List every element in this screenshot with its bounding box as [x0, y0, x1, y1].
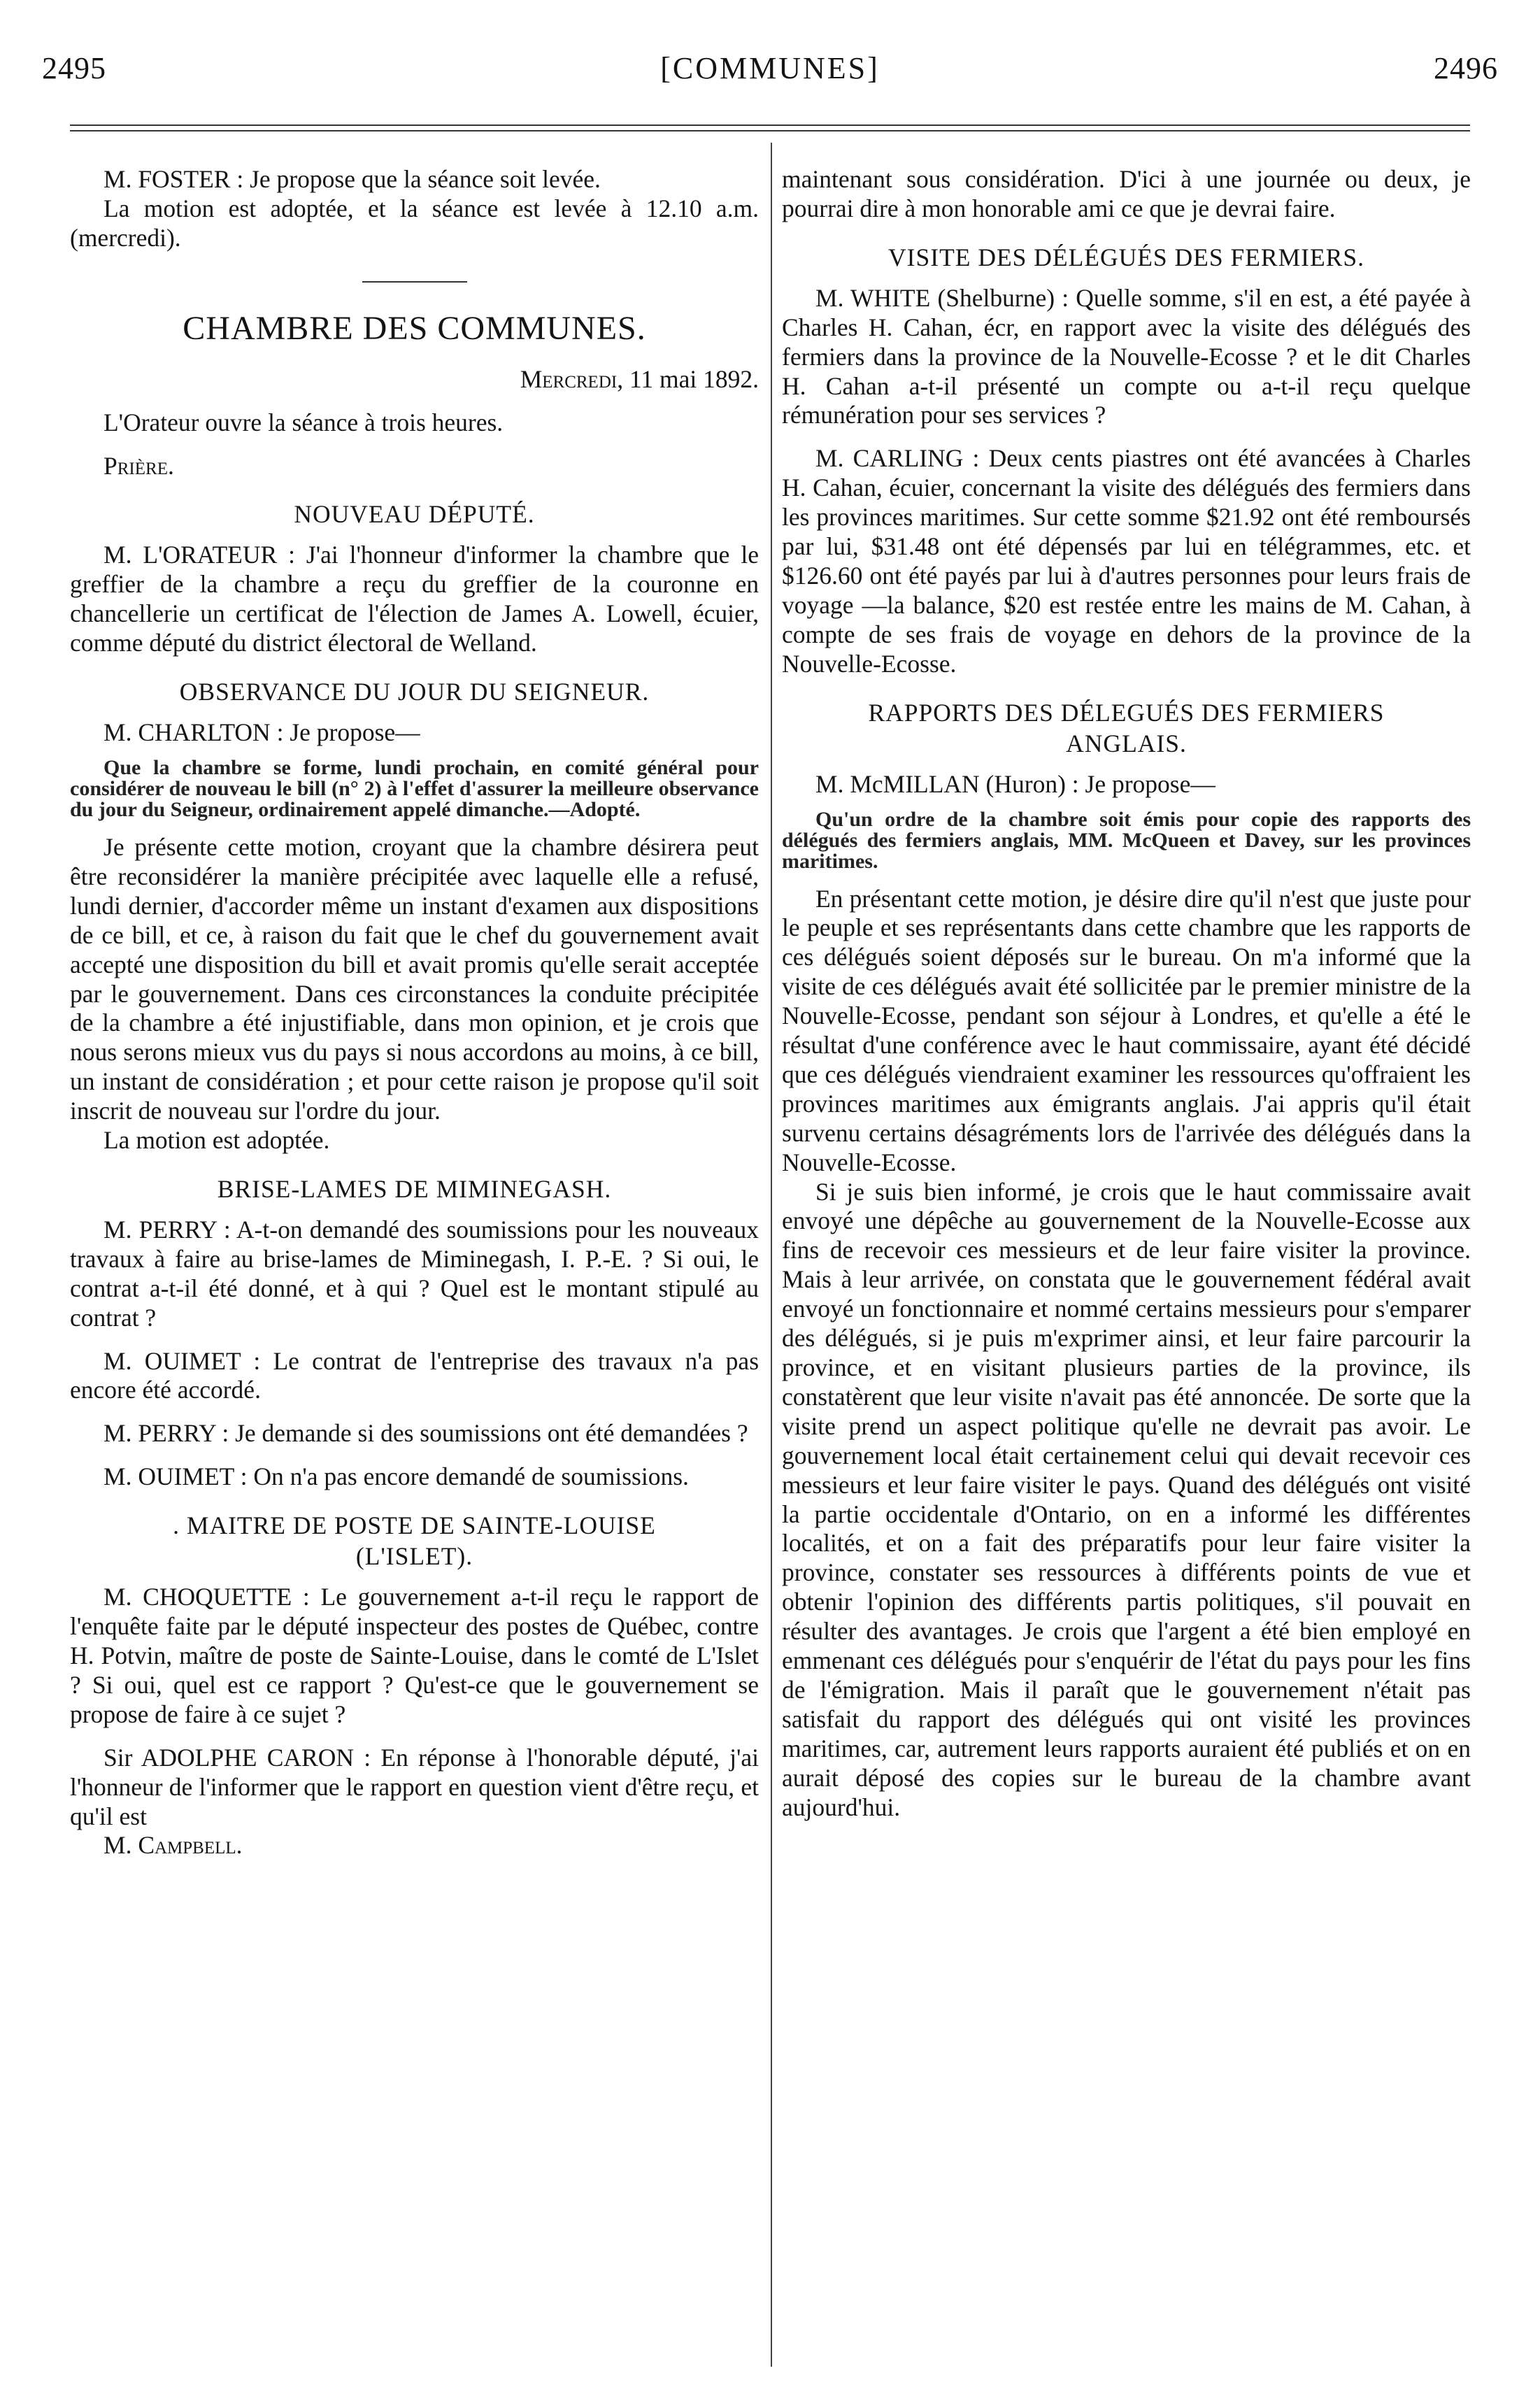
- speaker-name: M. PERRY :: [104, 1419, 229, 1448]
- speech-text: On n'a pas encore demandé de soumissions.: [253, 1462, 689, 1491]
- motion-adopted-text: La motion est adoptée.: [104, 1126, 330, 1155]
- prayer-text: Prière.: [104, 451, 174, 480]
- continued-text: maintenant sous considération. D'ici à une journée ou deux, je pourrai dire à mon honorable ami ce que je devrai faire.: [782, 165, 1471, 222]
- speech-text: Je demande si des soumissions ont été demandées ?: [235, 1419, 748, 1448]
- motion-quote: Que la chambre se forme, lundi prochain, en comité général pour considérer de nouveau le bill (n° 2) à l'effet d'assurer la meilleure observance du jour du Seigneur, ordinairement appelé dimanche.—Adopté.: [70, 755, 759, 821]
- section-title-nouveau-depute: NOUVEAU DÉPUTÉ.: [294, 500, 535, 529]
- page-number-left: 2495: [42, 51, 106, 85]
- mcmillan-intro: [782, 770, 1471, 799]
- speech-text: Le gouvernement a-t-il reçu le rapport de l'enquête faite par le député inspecteur des postes de Québec, contre H. Potvin, maître de poste de Sainte-Louise, dans le comté de L'Islet ? Si oui, quel est ce rapport ? Qu'est-ce que le gouvernement se propose de faire à ce sujet ?: [70, 1583, 759, 1728]
- speech-text: J'ai l'honneur d'informer la chambre que le greffier de la chambre a reçu du greffier de la couronne en chancellerie un certificat de l'élection de James A. Lowell, écuier, comme député du district électoral de Welland.: [70, 541, 759, 657]
- speaker-name: Sir ADOLPHE CARON :: [104, 1743, 371, 1772]
- section-title-observance: OBSERVANCE DU JOUR DU SEIGNEUR.: [179, 678, 650, 706]
- title-line: RAPPORTS DES DÉLEGUÉS DES FERMIERS: [868, 698, 1385, 727]
- footer-catchword: M. Campbell.: [104, 1831, 243, 1860]
- title-line: (L'ISLET).: [355, 1542, 473, 1571]
- speaker-name: M. CARLING :: [815, 444, 980, 473]
- perry-paragraph: [70, 1419, 759, 1448]
- session-date: [70, 365, 759, 394]
- title-line: ANGLAIS.: [1066, 729, 1187, 757]
- title-line: . MAITRE DE POSTE DE SAINTE-LOUISE: [173, 1511, 656, 1540]
- motion-quote: Qu'un ordre de la chambre soit émis pour copie des rapports des délégués des fermiers anglais, MM. McQueen et Davey, sur les provinces maritimes.: [782, 807, 1471, 873]
- left-column: [70, 165, 759, 2368]
- speech-text: Je propose que la séance soit levée.: [250, 165, 601, 193]
- section-title-visite: VISITE DES DÉLÉGUÉS DES FERMIERS.: [888, 243, 1364, 271]
- charlton-paragraph: Je présente cette motion, croyant que la chambre désirera peut être reconsidérer la manière précipitée avec laquelle elle a refusé, lundi dernier, d'accorder même un instant d'examen aux dispositions de ce bill, et ce, à raison du fait que le chef du gouvernement avait accepté une disposition du bill et avait promis qu'elle serait acceptée par le gouvernement. Dans ces circonstances la conduite précipitée de la chambre a été injustifiable, dans mon opinion, et je crois que nous serons mieux vus du pays si nous accordons au moins, à ce bill, un instant de considération ; et pour cette raison je propose qu'il soit inscrit de nouveau sur l'ordre du jour.: [70, 832, 759, 1125]
- speech-text: Je propose—: [290, 718, 420, 747]
- choquette-paragraph: [70, 1583, 759, 1730]
- speech-text: Je propose—: [1085, 769, 1215, 798]
- ouimet-paragraph: [70, 1462, 759, 1492]
- speaker-name: M. OUIMET :: [104, 1462, 248, 1491]
- date-text: 11 mai 1892.: [629, 364, 759, 393]
- speaker-name: M. WHITE (Shelburne) :: [815, 283, 1069, 312]
- column-divider: [771, 143, 772, 2367]
- running-head: [COMMUNES]: [660, 51, 880, 85]
- section-title-brise-lames: BRISE-LAMES DE MIMINEGASH.: [217, 1174, 612, 1203]
- caron-paragraph: [70, 1744, 759, 1832]
- date-weekday: Mercredi,: [520, 364, 624, 393]
- carling-paragraph: [782, 444, 1471, 678]
- speech-text: Le contrat de l'entreprise des travaux n'a pas encore été accordé.: [70, 1346, 759, 1404]
- speech-text: En réponse à l'honorable député, j'ai l'honneur de l'informer que le rapport en question vient d'être reçu, et qu'il est: [70, 1743, 759, 1830]
- speaker-opens-text: L'Orateur ouvre la séance à trois heures.: [104, 408, 504, 436]
- right-column: [782, 165, 1471, 2368]
- speaker-name: M. OUIMET :: [104, 1346, 261, 1375]
- speaker-name: M. CHOQUETTE :: [104, 1583, 310, 1611]
- mcmillan-paragraph: En présentant cette motion, je désire dire qu'il n'est que juste pour le peuple et ses représentants dans cette chambre que les rapports de ces délégués soient déposés sur le bureau. On m'a informé que la visite de ces délégués avait été sollicitée par le premier ministre de la Nouvelle-Ecosse, pendant son séjour à Londres, et qu'elle a été le résultat d'une conférence avec le haut commissaire, ayant été décidé que ces délégués viendraient examiner les ressources qu'offraient les provinces maritimes aux émigrants anglais. J'ai appris qu'il était survenu certains désagréments lors de l'arrivée des délégués dans la Nouvelle-Ecosse.: [782, 884, 1471, 1176]
- speech-text: A-t-on demandé des soumissions pour les nouveaux travaux à faire au brise-lames de Miminegash, I. P.-E. ? Si oui, le contrat a-t-il été donné, et à qui ? Quel est le montant stipulé au contrat ?: [70, 1215, 759, 1332]
- speaker-name: M. FOSTER :: [104, 165, 244, 193]
- speaker-name: M. McMILLAN (Huron) :: [815, 769, 1079, 798]
- page-number-right: 2496: [1434, 51, 1498, 85]
- section-separator: [362, 281, 467, 283]
- mcmillan-paragraph: Si je suis bien informé, je crois que le haut commissaire avait envoyé une dépêche au gouvernement de la Nouvelle-Ecosse aux fins de recevoir ces messieurs et de leur faire visiter la province. Mais à leur arrivée, on constata que le gouvernement fédéral avait envoyé un fonctionnaire et nommé certains messieurs pour s'emparer des délégués, si je puis m'exprimer ainsi, et leur faire parcourir la province, et en visitant plusieurs parties de la province, ils constatèrent que leur visite n'avait pas été annoncée. De sorte que la visite prend un aspect politique qu'elle ne devrait pas avoir. Le gouvernement local était certainement celui qui devait recevoir ces messieurs et leur faire visiter le pays. Quand des délégués ont visité la partie occidentale d'Ontario, on en a informé les différentes localités, et on a fait des préparatifs pour leur faire visiter la province, constater ses ressources à différents points de vue et obtenir l'opinion des différents partis politiques, s'il pouvait en résulter des avantages. Je crois que l'argent a été bien employé en emmenant ces délégués pour s'enquérir de l'état du pays pour les fins de l'émigration. Mais il paraît que le gouvernement n'était pas satisfait du rapport des délégués qui ont visité les provinces maritimes, car, autrement leurs rapports auraient été publiés et on en aurait déposé des copies sur le bureau de la chambre avant aujourd'hui.: [782, 1177, 1471, 1821]
- header-rule-top: [70, 124, 1470, 126]
- ouimet-paragraph: [70, 1347, 759, 1406]
- chamber-heading: CHAMBRE DES COMMUNES.: [183, 309, 646, 347]
- speaker-name: M. PERRY :: [104, 1215, 231, 1244]
- section-title-rapports: [782, 697, 1471, 759]
- header-rule-bottom: [70, 130, 1470, 131]
- perry-paragraph: [70, 1216, 759, 1333]
- speaker-name: M. L'ORATEUR :: [104, 541, 295, 569]
- white-paragraph: [782, 284, 1471, 431]
- foster-paragraph: [70, 165, 759, 194]
- motion-adopted-text: La motion est adoptée, et la séance est levée à 12.10 a.m. (mercredi).: [70, 194, 759, 252]
- orateur-paragraph: [70, 541, 759, 658]
- speech-text: Quelle somme, s'il en est, a été payée à Charles H. Cahan, écr, en rapport avec la visite des délégués des fermiers dans la province de la Nouvelle-Ecosse ? et le dit Charles H. Cahan a-t-il présenté un compte ou a-t-il reçu quelque rémunération pour ses services ?: [782, 283, 1471, 429]
- speaker-name: M. CHARLTON :: [104, 718, 284, 747]
- charlton-intro: [70, 718, 759, 748]
- section-title-maitre-de-poste: [70, 1510, 759, 1572]
- speech-text: Deux cents piastres ont été avancées à Charles H. Cahan, écuier, concernant la visite des délégués des fermiers dans les provinces maritimes. Sur cette somme $21.92 ont été remboursés par lui, $31.48 ont été dépensés par lui en télégrammes, etc. et $126.60 ont été payés par lui à d'autres personnes pour leurs frais de voyage —la balance, $20 est restée entre les mains de M. Cahan, à compte de ses frais de voyage en dehors de la province de la Nouvelle-Ecosse.: [782, 444, 1471, 678]
